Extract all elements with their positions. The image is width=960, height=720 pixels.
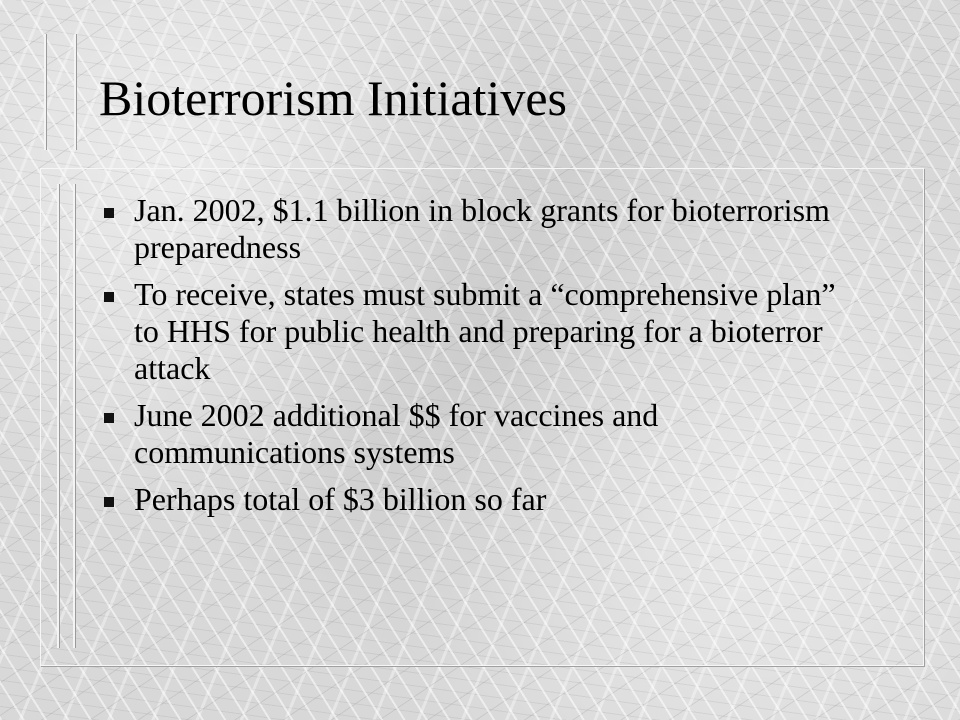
bullet-text: Jan. 2002, $1.1 billion in block grants for bioterrorism preparedness — [134, 192, 830, 265]
square-bullet-icon — [104, 292, 114, 302]
bullet-item — [104, 276, 864, 387]
decorative-frame-top — [44, 34, 76, 150]
bullet-item — [104, 397, 864, 471]
square-bullet-icon — [104, 413, 114, 423]
bullet-list — [104, 192, 864, 528]
bullet-text: June 2002 additional $$ for vaccines and communications systems — [134, 397, 659, 470]
slide-title: Bioterrorism Initiatives — [99, 70, 567, 126]
bullet-text: Perhaps total of $3 billion so far — [134, 481, 547, 517]
decorative-frame-bottom — [57, 184, 75, 648]
bullet-text: To receive, states must submit a “comprehensive plan” to HHS for public health and preparing for a bioterror attack — [134, 276, 836, 386]
bullet-item — [104, 192, 864, 266]
square-bullet-icon — [104, 208, 114, 218]
bullet-item — [104, 481, 864, 518]
square-bullet-icon — [104, 497, 114, 507]
